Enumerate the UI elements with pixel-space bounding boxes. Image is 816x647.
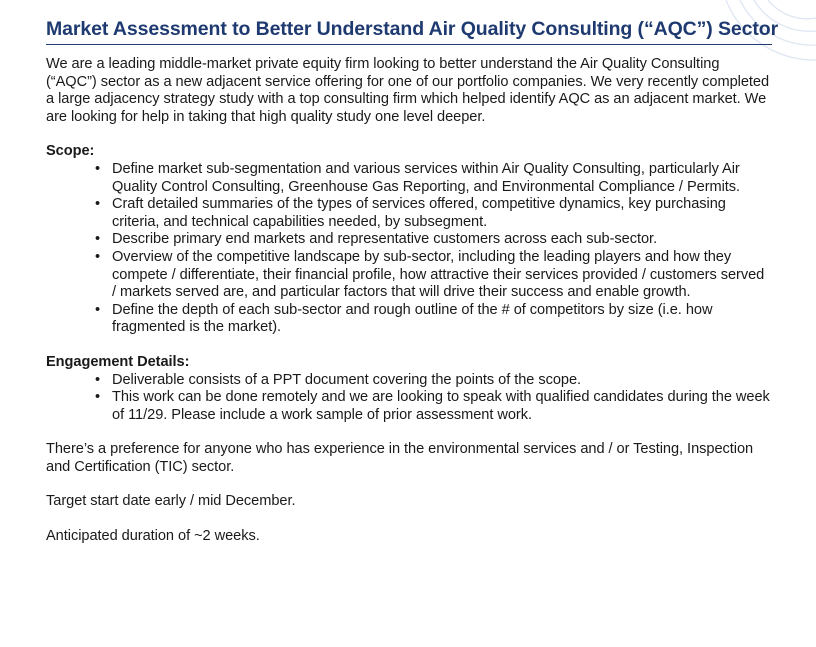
scope-item — [95, 231, 772, 249]
engagement-list — [46, 372, 772, 425]
scope-item-text: Define the depth of each sub-sector and rough outline of the # of competitors by size (i.e. how fragmented is the market). — [112, 301, 713, 336]
bullet-marker: • — [95, 301, 101, 318]
bullet-marker: • — [95, 371, 101, 388]
bullet-marker: • — [95, 196, 101, 213]
start-date-paragraph: Target start date early / mid December. — [46, 493, 296, 510]
scope-item-text: Craft detailed summaries of the types of services offered, competitive dynamics, key purchasing criteria, and technical capabilities needed, by subsegment. — [112, 196, 726, 230]
scope-item-text: Overview of the competitive landscape by sub-sector, including the leading players and how they compete / differentiate, their financial profile, how attractive their services provided / customers served / markets served are, and particular factors that will drive their success and enable growth. — [112, 248, 765, 301]
bullet-marker: • — [95, 248, 101, 265]
scope-list — [46, 161, 772, 337]
document-title: Market Assessment to Better Understand Air Quality Consulting (“AQC”) Sector — [46, 18, 772, 45]
intro-paragraph: We are a leading middle-market private equity firm looking to better understand the Air Quality Consulting (“AQC”) sector as a new adjacent service offering for one of our portfolio companies. We very recently completed a large adjacency strategy study with a top consulting firm which helped identify AQC as an adjacent market. We are looking for help in taking that high quality study one level deeper. — [46, 56, 770, 125]
bullet-marker: • — [95, 160, 101, 177]
scope-heading: Scope: — [46, 143, 95, 160]
duration-paragraph: Anticipated duration of ~2 weeks. — [46, 528, 260, 545]
scope-item — [95, 160, 772, 196]
scope-item-text: Describe primary end markets and representative customers across each sub-sector. — [112, 231, 658, 248]
engagement-item — [95, 371, 772, 390]
engagement-item — [95, 389, 772, 424]
bullet-marker: • — [95, 389, 101, 406]
engagement-item-text: Deliverable consists of a PPT document covering the points of the scope. — [112, 371, 582, 388]
document-body — [46, 56, 772, 546]
scope-item-text: Define market sub-segmentation and various services within Air Quality Consulting, particularly Air Quality Control Consulting, Greenhouse Gas Reporting, and Environmental Compliance / Permits. — [112, 160, 741, 195]
preference-paragraph: There’s a preference for anyone who has experience in the environmental services and / or Testing, Inspection and Certification (TIC) sector. — [46, 441, 754, 475]
scope-item — [95, 301, 772, 337]
bullet-marker: • — [95, 231, 101, 248]
engagement-item-text: This work can be done remotely and we are looking to speak with qualified candidates during the week of 11/29. Please include a work sample of prior assessment work. — [112, 389, 770, 423]
document-page — [46, 18, 779, 546]
scope-item — [95, 248, 772, 302]
engagement-heading: Engagement Details: — [46, 353, 190, 370]
scope-item — [95, 196, 772, 231]
